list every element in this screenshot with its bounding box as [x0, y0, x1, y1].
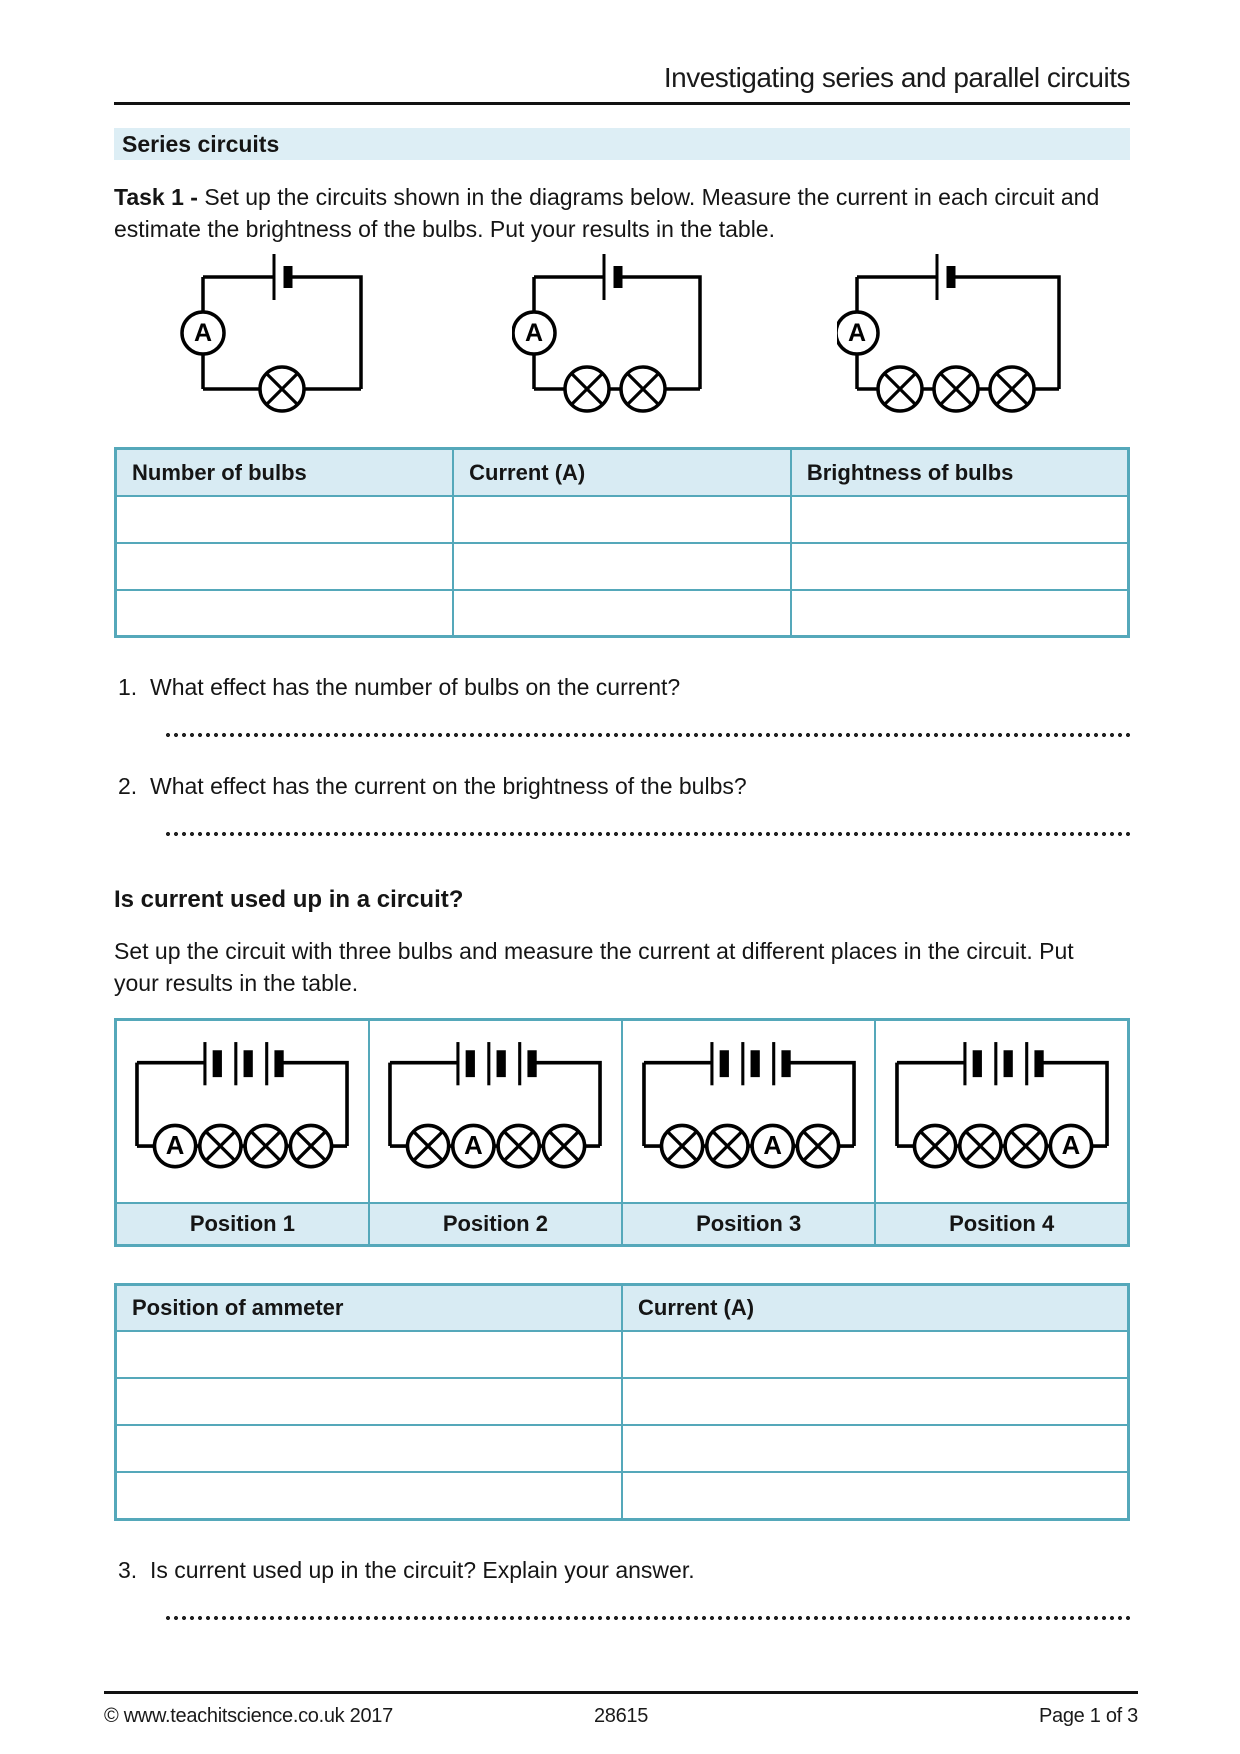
results-table-bulbs — [114, 447, 1130, 638]
bulb-icon — [661, 1125, 702, 1166]
table-row — [116, 1472, 1129, 1519]
footer-page-number: Page 1 of 3 — [1039, 1705, 1139, 1727]
question-number: 2. — [118, 773, 138, 800]
bulb-icon — [1005, 1125, 1046, 1166]
circuit-diagram-1-bulb — [178, 253, 378, 413]
ammeter-icon — [1050, 1125, 1091, 1166]
ammeter-label: A — [524, 319, 544, 348]
section-heading-current-used-up: Is current used up in a circuit? — [114, 886, 464, 914]
document-title: Investigating series and parallel circuits — [663, 62, 1130, 93]
column-header: Current (A) — [453, 449, 791, 496]
bulb-icon — [914, 1125, 955, 1166]
ammeter-icon — [182, 312, 224, 354]
circuit-diagram-2-bulbs — [512, 253, 712, 413]
bulb-icon — [934, 367, 978, 411]
battery-icon — [205, 1042, 279, 1085]
question-text: Is current used up in the circuit? Explain your answer. — [150, 1556, 695, 1583]
circuit-diagram-3-bulbs — [837, 253, 1067, 413]
empty-cell — [791, 496, 1129, 543]
section-intro-text: Set up the circuit with three bulbs and measure the current at different places in the circuit. Put your results in the table. — [114, 938, 1074, 997]
footer-document-id: 28615 — [593, 1705, 649, 1727]
diagram-cell-position-2 — [369, 1019, 622, 1203]
position-label: Position 4 — [875, 1203, 1128, 1245]
bulb-icon — [200, 1125, 241, 1166]
bulb-icon — [797, 1125, 838, 1166]
empty-cell — [453, 496, 791, 543]
table-row — [116, 1331, 1129, 1378]
ammeter-label: A — [166, 1131, 185, 1160]
ammeter-label: A — [193, 319, 213, 348]
ammeter-label: A — [1061, 1131, 1080, 1160]
diagram-row — [116, 1019, 1129, 1203]
question-number: 1. — [118, 674, 138, 701]
empty-cell — [116, 496, 454, 543]
empty-cell — [116, 543, 454, 590]
empty-cell — [622, 1331, 1129, 1378]
bulb-icon — [959, 1125, 1000, 1166]
empty-cell — [116, 1378, 623, 1425]
table-header-row — [116, 1284, 1129, 1331]
cell-icon — [604, 254, 618, 300]
bulb-icon — [408, 1125, 449, 1166]
position-label: Position 1 — [116, 1203, 369, 1245]
ammeter-icon — [837, 312, 878, 354]
ammeter-icon — [752, 1125, 793, 1166]
bulb-icon — [706, 1125, 747, 1166]
ammeter-icon — [513, 312, 555, 354]
question-1 — [114, 674, 1130, 701]
table-row — [116, 496, 1129, 543]
ammeter-icon — [453, 1125, 494, 1166]
question-2 — [114, 773, 1130, 800]
column-header: Current (A) — [622, 1284, 1129, 1331]
empty-cell — [453, 590, 791, 637]
circuit-diagram-ammeter-position-4 — [878, 1040, 1126, 1179]
bulb-icon — [544, 1125, 585, 1166]
circuit-diagram-ammeter-position-1 — [118, 1040, 366, 1179]
circuit-diagram-ammeter-position-3 — [625, 1040, 873, 1179]
cell-icon — [274, 254, 288, 300]
battery-icon — [458, 1042, 532, 1085]
column-header: Brightness of bulbs — [791, 449, 1129, 496]
bulb-icon — [565, 367, 609, 411]
section-heading-series-circuits — [114, 128, 1130, 160]
ammeter-icon — [155, 1125, 196, 1166]
empty-cell — [622, 1472, 1129, 1519]
answer-line-2 — [164, 830, 1130, 836]
diagram-cell-position-1 — [116, 1019, 369, 1203]
table-header-row — [116, 449, 1129, 496]
task-label: Task 1 - — [114, 184, 198, 210]
ammeter-label: A — [847, 319, 867, 348]
battery-icon — [965, 1042, 1039, 1085]
task-instructions-text: Set up the circuits shown in the diagrams below. Measure the current in each circuit and estimate the brightness of the bulbs. Put your results in the table. — [114, 184, 1100, 242]
empty-cell — [622, 1425, 1129, 1472]
diagram-cell-position-3 — [622, 1019, 875, 1203]
ammeter-label: A — [763, 1131, 782, 1160]
question-text: What effect has the current on the brightness of the bulbs? — [150, 773, 747, 800]
empty-cell — [622, 1378, 1129, 1425]
bulb-icon — [291, 1125, 332, 1166]
question-number: 3. — [118, 1556, 138, 1583]
table-row — [116, 590, 1129, 637]
position-label: Position 3 — [622, 1203, 875, 1245]
bulb-icon — [260, 367, 304, 411]
page-footer — [104, 1691, 1138, 1728]
position-label-row — [116, 1203, 1129, 1245]
bulb-icon — [878, 367, 922, 411]
empty-cell — [116, 1331, 623, 1378]
position-label: Position 2 — [369, 1203, 622, 1245]
task-instructions — [114, 182, 1130, 245]
ammeter-position-grid — [114, 1018, 1130, 1247]
table-row — [116, 1378, 1129, 1425]
empty-cell — [791, 543, 1129, 590]
series-circuit-diagrams — [114, 251, 1130, 419]
question-3 — [114, 1557, 1130, 1584]
section-heading-text: Series circuits — [122, 130, 280, 157]
diagram-cell-position-4 — [875, 1019, 1128, 1203]
cell-icon — [937, 254, 951, 300]
bulb-icon — [245, 1125, 286, 1166]
title-rule — [114, 102, 1130, 105]
answer-line-3 — [164, 1614, 1130, 1620]
battery-icon — [712, 1042, 786, 1085]
empty-cell — [116, 590, 454, 637]
empty-cell — [116, 1425, 623, 1472]
bulb-icon — [621, 367, 665, 411]
ammeter-label: A — [464, 1131, 484, 1160]
results-table-positions — [114, 1283, 1130, 1521]
empty-cell — [116, 1472, 623, 1519]
column-header: Number of bulbs — [116, 449, 454, 496]
empty-cell — [791, 590, 1129, 637]
column-header: Position of ammeter — [116, 1284, 623, 1331]
bulb-icon — [990, 367, 1034, 411]
empty-cell — [453, 543, 791, 590]
circuit-diagram-ammeter-position-2 — [371, 1040, 619, 1179]
question-text: What effect has the number of bulbs on the current? — [150, 674, 681, 701]
answer-line-1 — [164, 731, 1130, 737]
table-row — [116, 543, 1129, 590]
table-row — [116, 1425, 1129, 1472]
bulb-icon — [498, 1125, 539, 1166]
footer-copyright: © www.teachitscience.co.uk 2017 — [104, 1705, 393, 1727]
